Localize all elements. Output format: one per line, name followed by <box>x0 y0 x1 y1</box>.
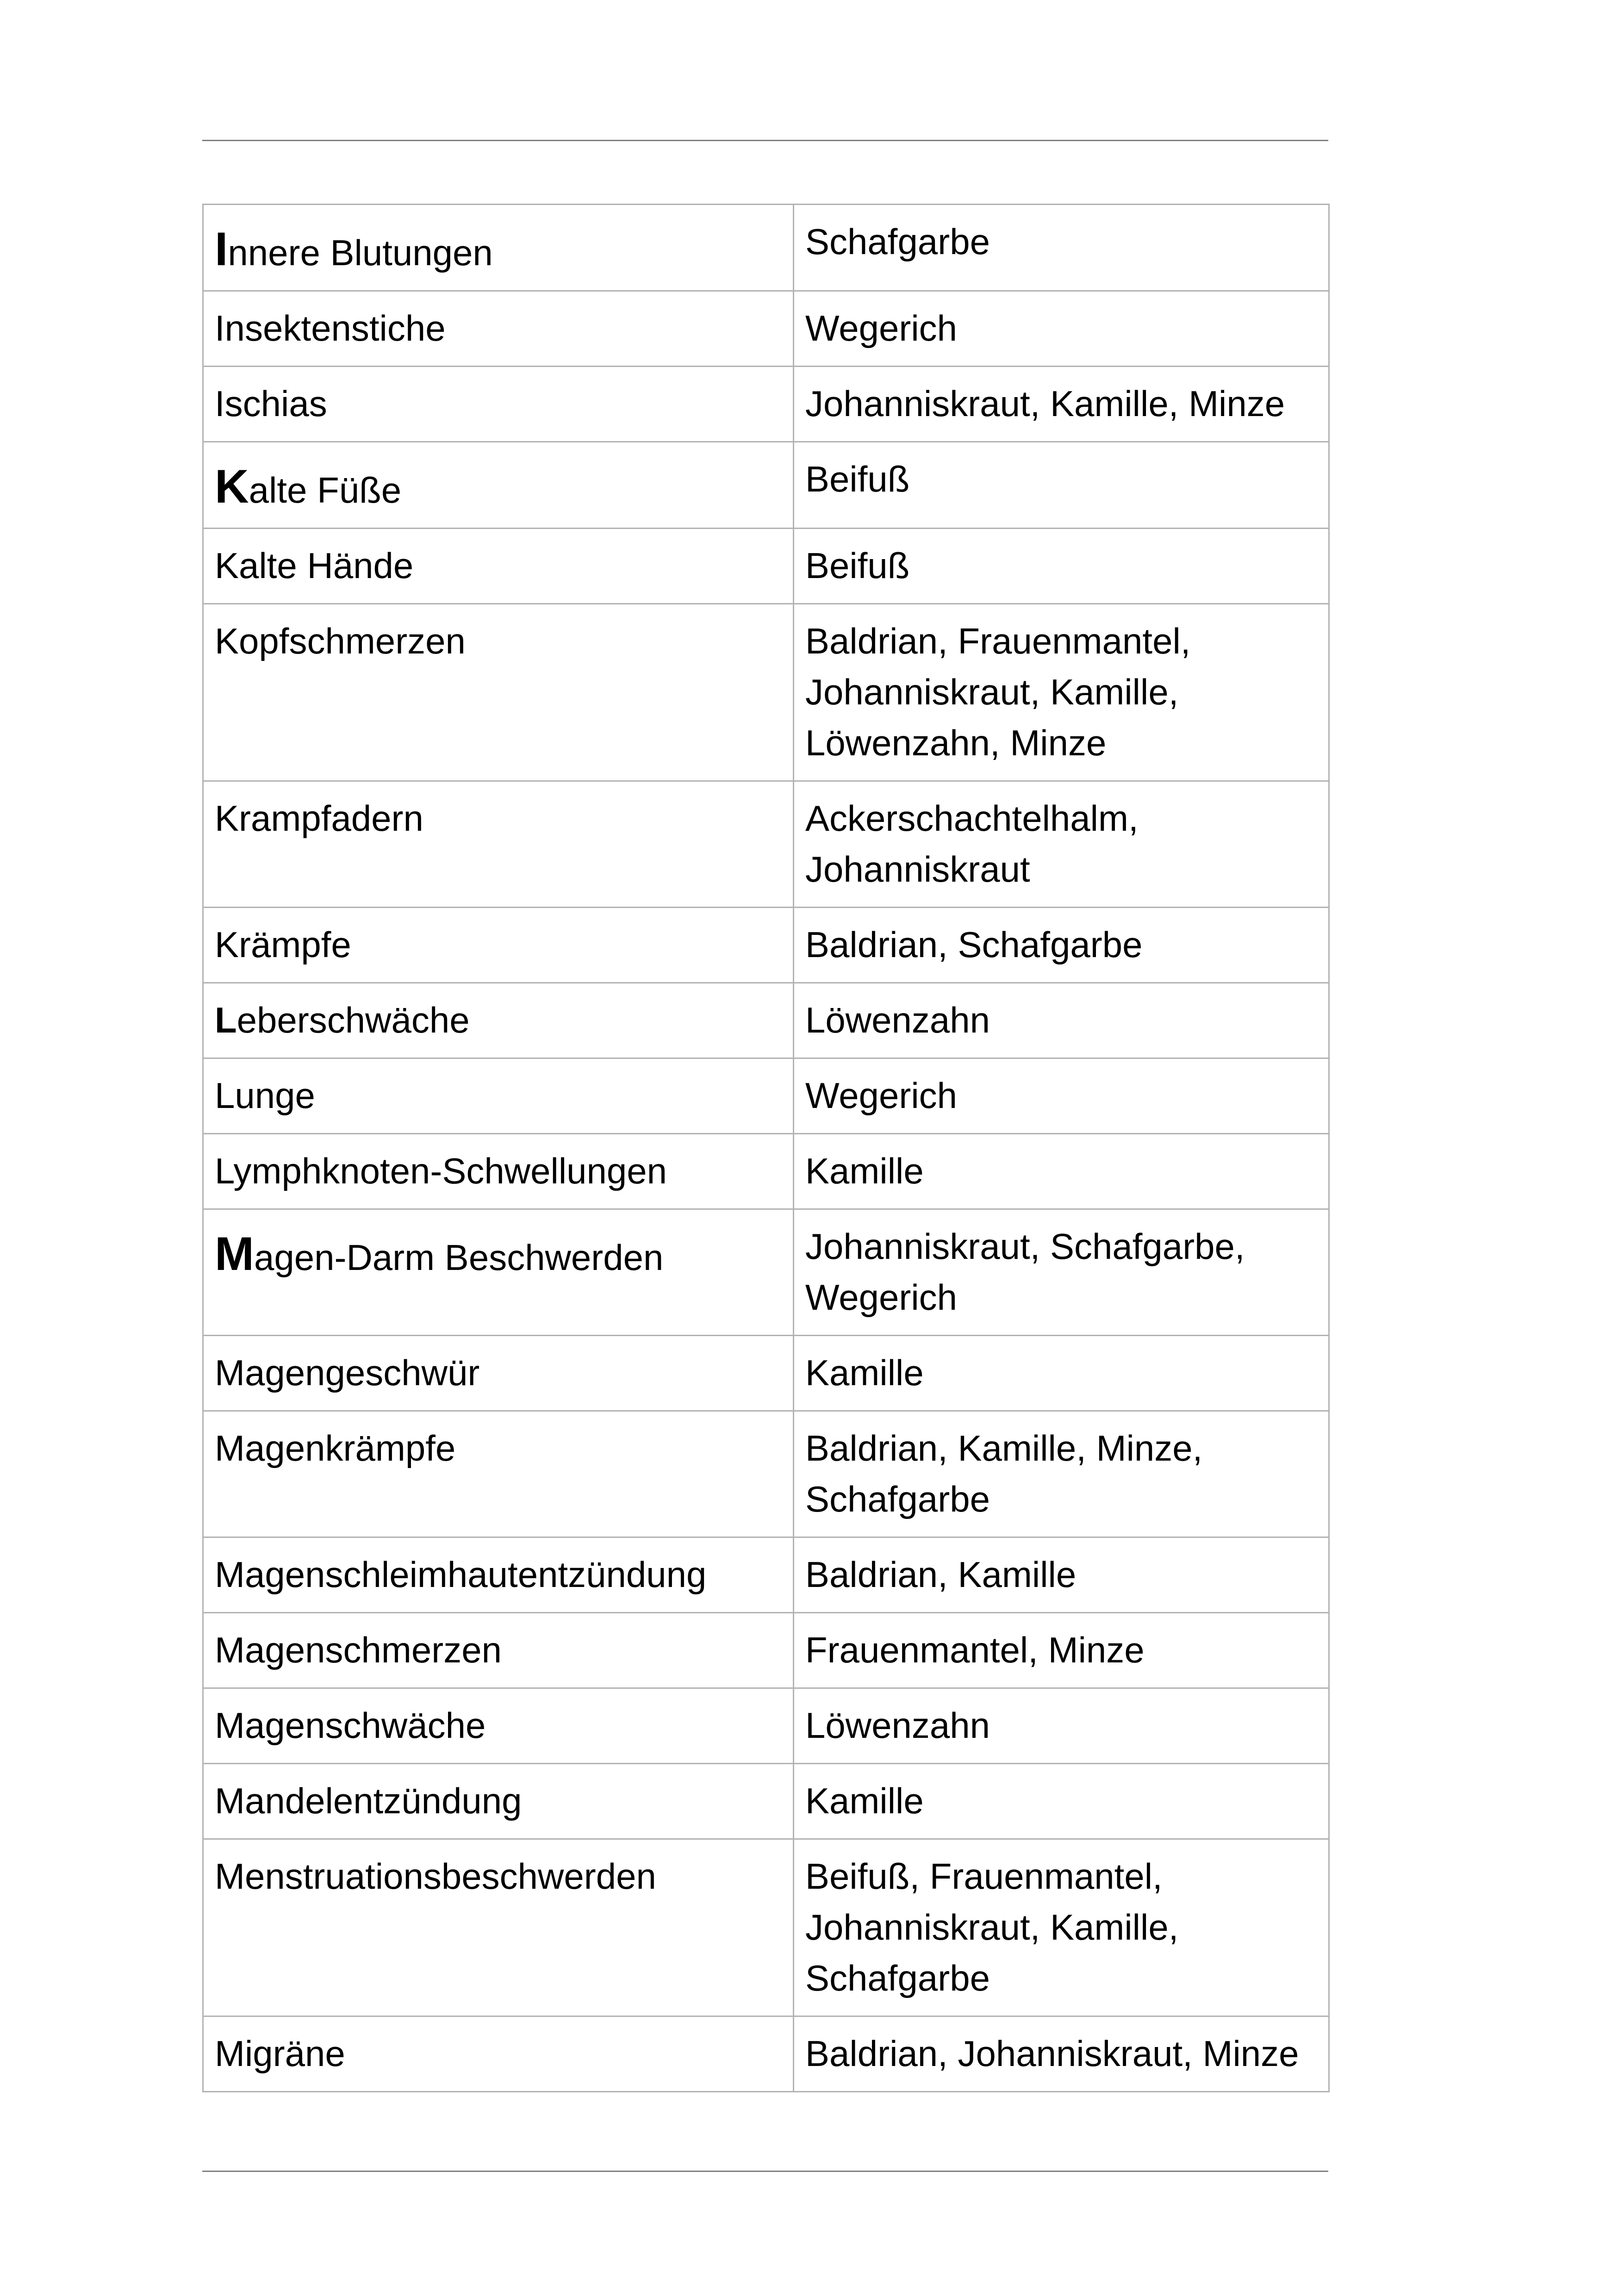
symptom-name <box>215 1070 782 1121</box>
remedy-cell: Kamille <box>794 1134 1329 1209</box>
symptom-text: Lymphknoten-Schwellungen <box>215 1151 667 1191</box>
symptom-text: Kalte Hände <box>215 545 414 586</box>
symptom-name <box>215 1549 782 1600</box>
symptom-cell <box>203 1613 794 1688</box>
symptom-cell <box>203 908 794 983</box>
remedy-cell: Wegerich <box>794 291 1329 367</box>
remedy-cell: Beifuß <box>794 529 1329 604</box>
table-row <box>203 529 1329 604</box>
symptom-name <box>215 995 782 1045</box>
header-rule <box>202 140 1328 141</box>
symptom-name <box>215 540 782 591</box>
symptom-name <box>215 1347 782 1398</box>
symptom-name <box>215 793 782 844</box>
remedy-cell: Wegerich <box>794 1058 1329 1134</box>
symptom-cell <box>203 1134 794 1209</box>
table-row <box>203 1537 1329 1613</box>
symptom-text: Krampfadern <box>215 798 423 839</box>
symptom-initial-letter: K <box>215 460 249 513</box>
remedy-cell: Frauenmantel, Minze <box>794 1613 1329 1688</box>
symptom-name <box>215 1700 782 1751</box>
table-row <box>203 1209 1329 1336</box>
symptom-remedy-table <box>202 204 1330 2092</box>
symptom-name <box>215 919 782 970</box>
symptom-text: Magenkrämpfe <box>215 1428 456 1468</box>
table-row <box>203 2016 1329 2092</box>
symptom-cell <box>203 529 794 604</box>
symptom-cell <box>203 1209 794 1336</box>
symptom-cell <box>203 983 794 1058</box>
remedy-cell: Baldrian, Johanniskraut, Minze <box>794 2016 1329 2092</box>
table-row <box>203 1839 1329 2016</box>
symptom-cell <box>203 781 794 908</box>
remedy-cell: Löwenzahn <box>794 1688 1329 1764</box>
symptom-cell <box>203 1336 794 1411</box>
remedy-cell: Kamille <box>794 1764 1329 1839</box>
symptom-cell <box>203 291 794 367</box>
table-row <box>203 1058 1329 1134</box>
table-row <box>203 1613 1329 1688</box>
symptom-name <box>215 1423 782 1474</box>
symptom-name <box>215 303 782 354</box>
symptom-cell <box>203 1764 794 1839</box>
symptom-text: alte Füße <box>249 470 402 510</box>
remedy-cell: Löwenzahn <box>794 983 1329 1058</box>
symptom-name <box>215 2028 782 2079</box>
symptom-text: Magenschwäche <box>215 1705 486 1746</box>
symptom-cell <box>203 442 794 529</box>
symptom-text: Krämpfe <box>215 924 351 965</box>
symptom-name <box>215 1851 782 1902</box>
remedy-cell: Baldrian, Frauenmantel, Johanniskraut, Kamille, Löwenzahn, Minze <box>794 604 1329 781</box>
symptom-text: nnere Blutungen <box>228 232 493 273</box>
table-row <box>203 908 1329 983</box>
symptom-initial-letter: I <box>215 223 228 275</box>
remedy-cell: Schafgarbe <box>794 205 1329 291</box>
symptom-name <box>215 1221 782 1283</box>
symptom-cell <box>203 1058 794 1134</box>
symptom-name <box>215 454 782 516</box>
footer-rule <box>202 2171 1328 2172</box>
remedy-cell: Baldrian, Schafgarbe <box>794 908 1329 983</box>
table-row <box>203 205 1329 291</box>
symptom-text: agen-Darm Beschwerden <box>254 1237 664 1278</box>
table-body <box>203 205 1329 2092</box>
table-row <box>203 781 1329 908</box>
table-row <box>203 291 1329 367</box>
symptom-name <box>215 616 782 666</box>
symptom-cell <box>203 1688 794 1764</box>
symptom-cell <box>203 1411 794 1537</box>
symptom-name <box>215 216 782 278</box>
symptom-text: Menstruationsbeschwerden <box>215 1856 656 1897</box>
table-row <box>203 604 1329 781</box>
symptom-cell <box>203 2016 794 2092</box>
table-row <box>203 1336 1329 1411</box>
table-row <box>203 442 1329 529</box>
symptom-cell <box>203 1537 794 1613</box>
table-row <box>203 367 1329 442</box>
remedy-cell: Beifuß <box>794 442 1329 529</box>
symptom-cell <box>203 367 794 442</box>
remedy-cell: Beifuß, Frauenmantel, Johanniskraut, Kamille, Schafgarbe <box>794 1839 1329 2016</box>
symptom-text: Migräne <box>215 2033 345 2074</box>
symptom-initial-letter: L <box>215 1000 237 1040</box>
symptom-text: Lunge <box>215 1075 315 1116</box>
symptom-text: Mandelentzündung <box>215 1780 522 1821</box>
remedy-cell: Johanniskraut, Schafgarbe, Wegerich <box>794 1209 1329 1336</box>
symptom-name <box>215 1145 782 1196</box>
symptom-text: Kopfschmerzen <box>215 621 466 661</box>
table-row <box>203 1688 1329 1764</box>
symptom-cell <box>203 1839 794 2016</box>
symptom-name <box>215 1775 782 1826</box>
symptom-text: Magengeschwür <box>215 1352 480 1393</box>
table-row <box>203 1764 1329 1839</box>
symptom-text: Insektenstiche <box>215 308 446 348</box>
symptom-name <box>215 1624 782 1675</box>
table-row <box>203 1134 1329 1209</box>
symptom-initial-letter: M <box>215 1227 254 1280</box>
table-row <box>203 983 1329 1058</box>
symptom-text: Magenschmerzen <box>215 1630 502 1670</box>
remedy-cell: Baldrian, Kamille, Minze, Schafgarbe <box>794 1411 1329 1537</box>
remedy-cell: Kamille <box>794 1336 1329 1411</box>
remedy-cell: Baldrian, Kamille <box>794 1537 1329 1613</box>
symptom-cell <box>203 604 794 781</box>
symptom-text: eberschwäche <box>236 1000 470 1040</box>
remedy-cell: Johanniskraut, Kamille, Minze <box>794 367 1329 442</box>
remedy-cell: Ackerschachtelhalm, Johanniskraut <box>794 781 1329 908</box>
symptom-name <box>215 378 782 429</box>
symptom-text: Magenschleimhautentzündung <box>215 1554 707 1595</box>
symptom-text: Ischias <box>215 383 327 424</box>
symptom-cell <box>203 205 794 291</box>
table-row <box>203 1411 1329 1537</box>
